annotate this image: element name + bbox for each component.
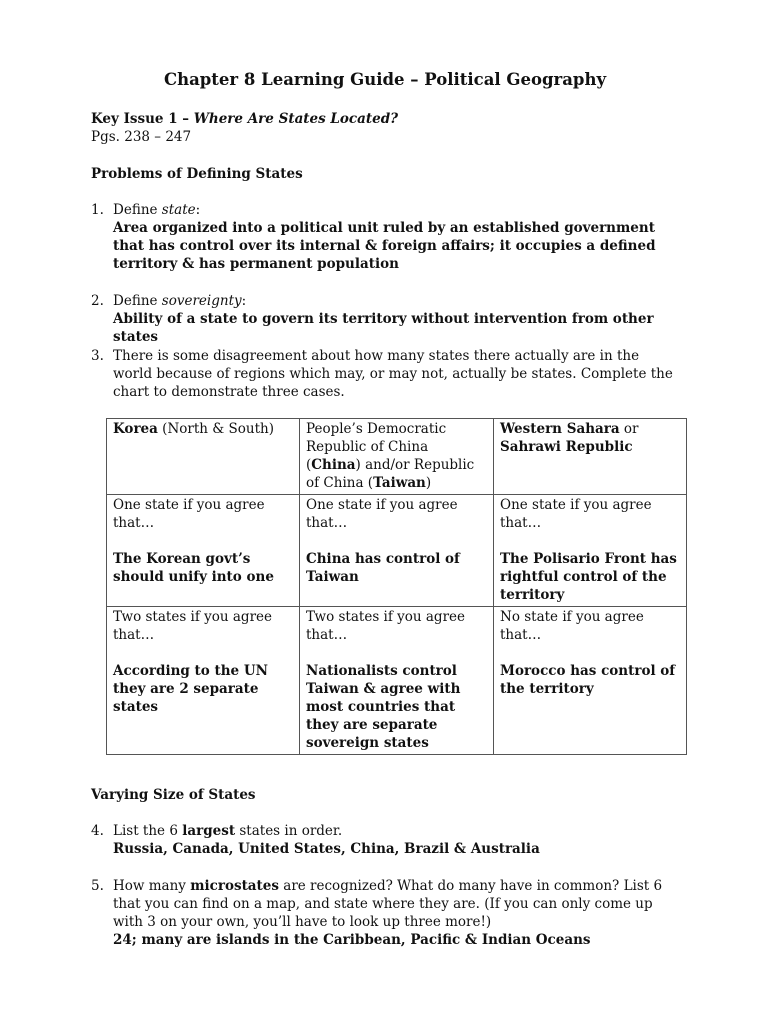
question-prompt: There is some disagreement about how many states there actually are in the world because of regions which may, or may not, actually be states. Complete the chart to demonstrate three cases. <box>113 348 673 400</box>
chart-header-western-sahara <box>494 419 687 495</box>
taiwan-label: Taiwan <box>373 475 426 491</box>
section-heading-varying-size: Varying Size of States <box>91 787 256 803</box>
korea-note: (North & South) <box>157 421 275 437</box>
question-number: 2. <box>91 293 104 309</box>
chart-cell <box>107 607 300 755</box>
chart-cell <box>494 495 687 607</box>
prompt-suffix: are recognized? What do many have in common? List 6 that you can find on a map, and state where they are. (If you can only come up with 3 on your own, you’ll have to look up three more!) <box>113 878 663 930</box>
cell-prompt: One state if you agree that… <box>306 497 458 531</box>
prompt-prefix: How many <box>113 878 191 894</box>
prompt-term: state <box>161 202 196 218</box>
china-text-a: People’s Democratic Republic of China ( <box>306 421 447 473</box>
chart-cell <box>300 607 494 755</box>
cell-answer: China has control of Taiwan <box>306 551 460 585</box>
china-text-c: ) and/or Republic of China ( <box>306 457 475 491</box>
question-number: 1. <box>91 202 104 218</box>
chart-row-one-state <box>107 495 687 607</box>
question-prompt <box>113 292 693 310</box>
chart-cell <box>300 495 494 607</box>
chart-cell <box>494 607 687 755</box>
question-1 <box>91 201 693 273</box>
question-2 <box>91 292 693 346</box>
cell-answer: Nationalists control Taiwan & agree with most countries that they are separate sovereign states <box>306 663 461 751</box>
cell-answer: The Polisario Front has rightful control of the territory <box>500 551 677 603</box>
cell-prompt: One state if you agree that… <box>113 497 265 531</box>
prompt-term: microstates <box>190 878 279 894</box>
question-prompt <box>113 822 693 840</box>
chart-header-china <box>300 419 494 495</box>
chart-cell <box>107 495 300 607</box>
western-sahara-or: or <box>619 421 639 437</box>
question-prompt <box>113 201 693 219</box>
cell-answer: According to the UN they are 2 separate states <box>113 663 268 715</box>
page-range: Pgs. 238 – 247 <box>91 129 192 145</box>
cell-prompt: Two states if you agree that… <box>306 609 466 643</box>
question-prompt <box>113 877 678 931</box>
cell-prompt: No state if you agree that… <box>500 609 644 643</box>
prompt-prefix: Define <box>113 293 162 309</box>
answer-text: Area organized into a political unit ruled by an established government that has control over its internal & foreign affairs; it occupies a defined territory & has permanent population <box>113 220 656 272</box>
answer-text: Ability of a state to govern its territory without intervention from other states <box>113 311 654 345</box>
prompt-suffix: : <box>195 202 201 218</box>
states-chart <box>106 418 687 755</box>
prompt-term: sovereignty <box>161 293 242 309</box>
question-5 <box>91 877 678 949</box>
prompt-prefix: Define <box>113 202 162 218</box>
chart-header-row <box>107 419 687 495</box>
korea-label: Korea <box>113 421 158 437</box>
question-4 <box>91 822 693 858</box>
question-number: 4. <box>91 823 104 839</box>
china-text-e: ) <box>425 475 432 491</box>
prompt-term: largest <box>182 823 236 839</box>
key-issue-line <box>91 110 398 128</box>
cell-answer: Morocco has control of the territory <box>500 663 676 697</box>
question-number: 3. <box>91 348 104 364</box>
western-sahara-label: Western Sahara <box>500 421 620 437</box>
answer-text: Russia, Canada, United States, China, Brazil & Australia <box>113 841 540 857</box>
section-heading-defining-states: Problems of Defining States <box>91 166 303 182</box>
chart-row-two-states <box>107 607 687 755</box>
key-issue-question: Where Are States Located? <box>193 111 399 127</box>
cell-answer: The Korean govt’s should unify into one <box>113 551 274 585</box>
prompt-suffix: : <box>241 293 247 309</box>
cell-prompt: Two states if you agree that… <box>113 609 273 643</box>
cell-prompt: One state if you agree that… <box>500 497 652 531</box>
page-title: Chapter 8 Learning Guide – Political Geography <box>163 70 607 89</box>
answer-text: 24; many are islands in the Caribbean, Pacific & Indian Oceans <box>113 932 591 948</box>
chart-header-korea <box>107 419 300 495</box>
china-label: China <box>311 457 356 473</box>
sahrawi-label: Sahrawi Republic <box>500 439 633 455</box>
prompt-prefix: List the 6 <box>113 823 183 839</box>
key-issue-label: Key Issue 1 – <box>91 111 194 127</box>
question-number: 5. <box>91 878 104 894</box>
prompt-suffix: states in order. <box>235 823 343 839</box>
question-3 <box>91 347 678 401</box>
